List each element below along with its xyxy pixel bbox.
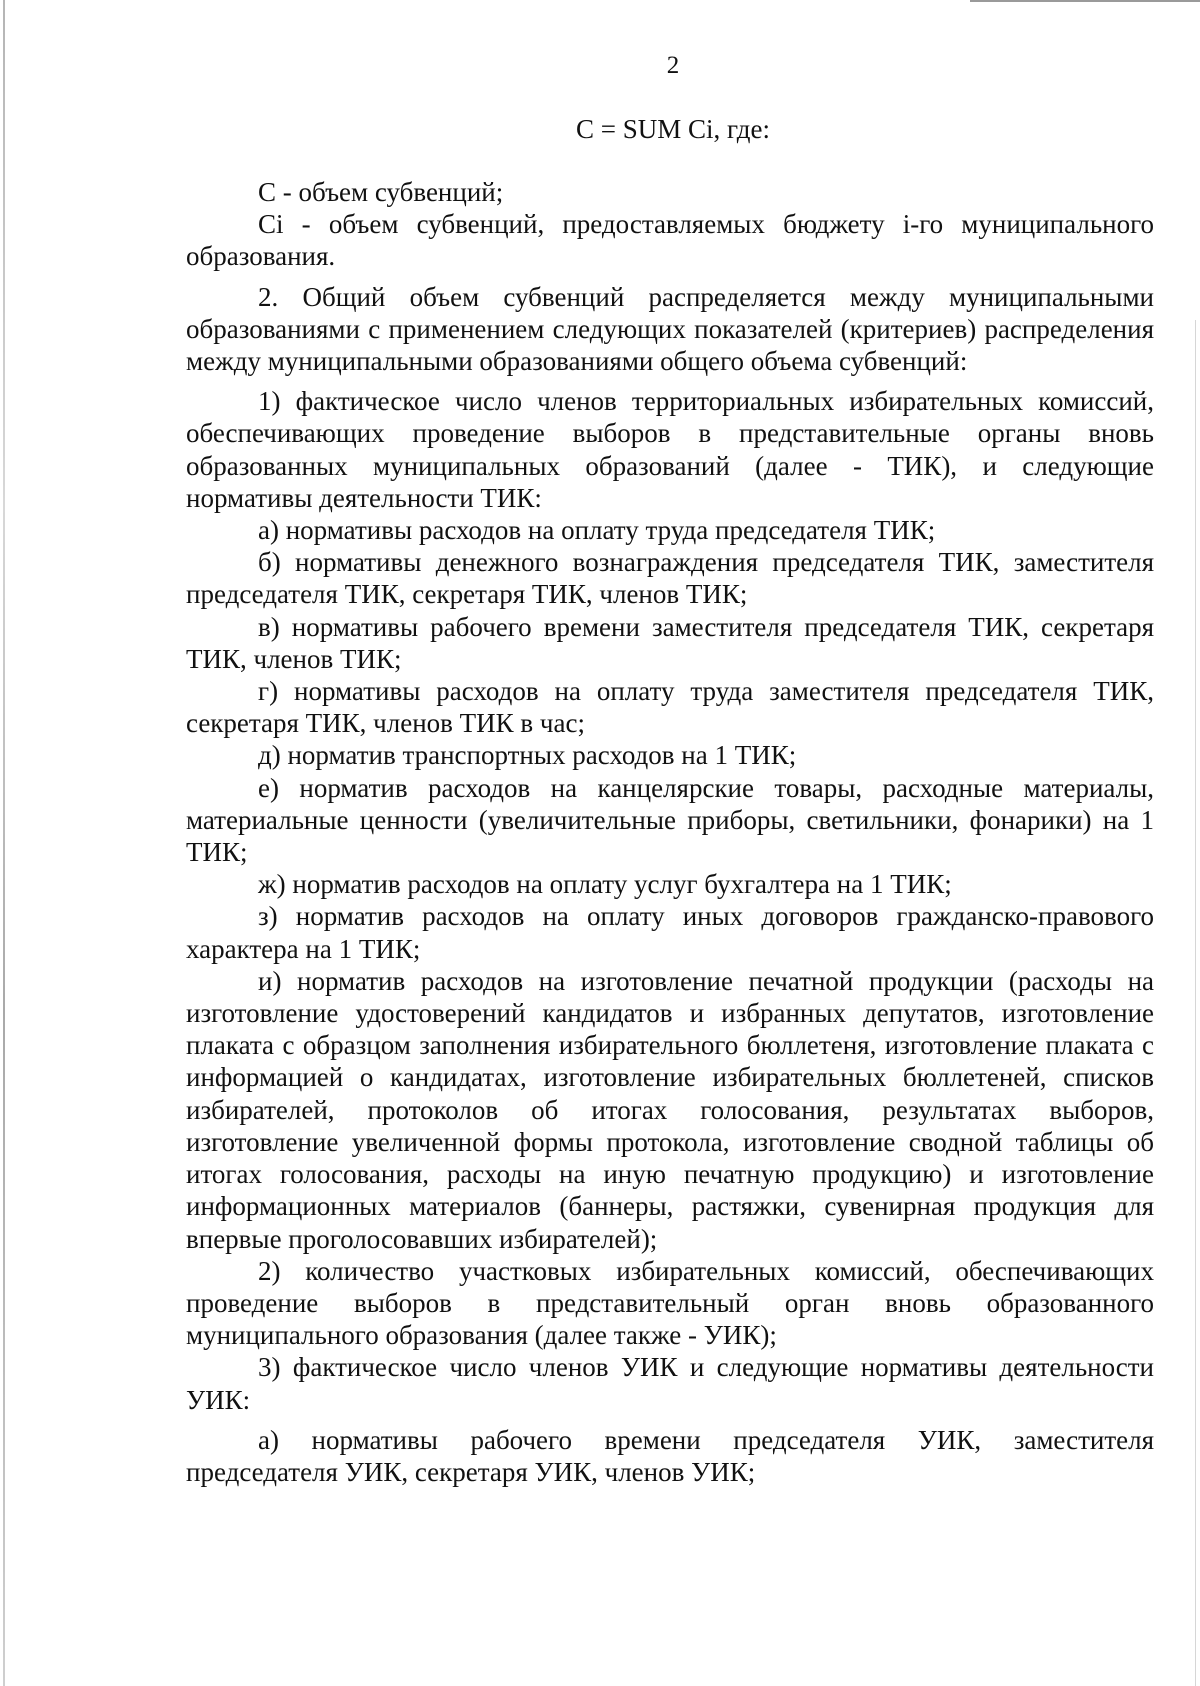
paragraph-subitem-g: г) нормативы расходов на оплату труда заместителя председателя ТИК, секретаря ТИК, членов ТИК в час;	[186, 676, 1154, 739]
paragraph-item-2: 2. Общий объем субвенций распределяется между муниципальными образованиями с применением следующих показателей (критериев) распределения между муниципальными образованиями общего объема субвенций:	[186, 281, 1154, 377]
formula: C = SUM Ci, где:	[576, 114, 770, 144]
paragraph-subitem-1: 1) фактическое число членов территориальных избирательных комиссий, обеспечивающих проведение выборов в представительные органы вновь образованных муниципальных образований (далее - ТИК), и следующие нормативы деятельности ТИК:	[186, 386, 1154, 513]
paragraph-subitem-b: б) нормативы денежного вознаграждения председателя ТИК, заместителя председателя ТИК, секретаря ТИК, членов ТИК;	[186, 547, 1154, 610]
scan-edge-right	[1195, 320, 1196, 1686]
paragraph-subitem-d: д) норматив транспортных расходов на 1 ТИК;	[258, 740, 797, 771]
scan-edge-top	[970, 0, 1200, 2]
paragraph-subitem-z: з) норматив расходов на оплату иных договоров гражданско-правового характера на 1 ТИК;	[186, 901, 1154, 964]
paragraph-subitem-3a: а) нормативы рабочего времени председателя УИК, заместителя председателя УИК, секретаря УИК, членов УИК;	[186, 1424, 1154, 1487]
paragraph-subitem-zh: ж) норматив расходов на оплату услуг бухгалтера на 1 ТИК;	[258, 869, 952, 900]
paragraph-subitem-e: е) норматив расходов на канцелярские товары, расходные материалы, материальные ценности (увеличительные приборы, светильники, фонарики) на 1 ТИК;	[186, 772, 1154, 868]
paragraph-subitem-3: 3) фактическое число членов УИК и следующие нормативы деятельности УИК:	[186, 1352, 1154, 1415]
paragraph-subitem-2: 2) количество участковых избирательных комиссий, обеспечивающих проведение выборов в представительный орган вновь образованного муниципального образования (далее также - УИК);	[186, 1255, 1154, 1351]
paragraph-subitem-a: а) нормативы расходов на оплату труда председателя ТИК;	[258, 515, 936, 546]
paragraph-definition-c: C - объем субвенций;	[258, 177, 504, 207]
paragraph-subitem-v: в) нормативы рабочего времени заместителя председателя ТИК, секретаря ТИК, членов ТИК;	[186, 611, 1154, 674]
paragraph-subitem-i: и) норматив расходов на изготовление печатной продукции (расходы на изготовление удостоверений кандидатов и избранных депутатов, изготовление плаката с образцом заполнения избирательного бюллетеня, изготовление плаката с информацией о кандидатах, изготовление избирательных бюллетеней, списков избирателей, протоколов об итогах голосования, результатах выборов, изготовление увеличенной формы протокола, изготовление сводной таблицы об итогах голосования, расходы на иную печатную продукцию) и изготовление информационных материалов (баннеры, растяжки, сувенирная продукция для впервые проголосовавших избирателей);	[186, 965, 1154, 1254]
paragraph-definition-ci: Ci - объем субвенций, предоставляемых бюджету i-го муниципального образования.	[186, 209, 1154, 272]
page-number: 2	[666, 52, 680, 79]
document-body	[186, 176, 1154, 1488]
scan-edge-left	[3, 0, 5, 1686]
